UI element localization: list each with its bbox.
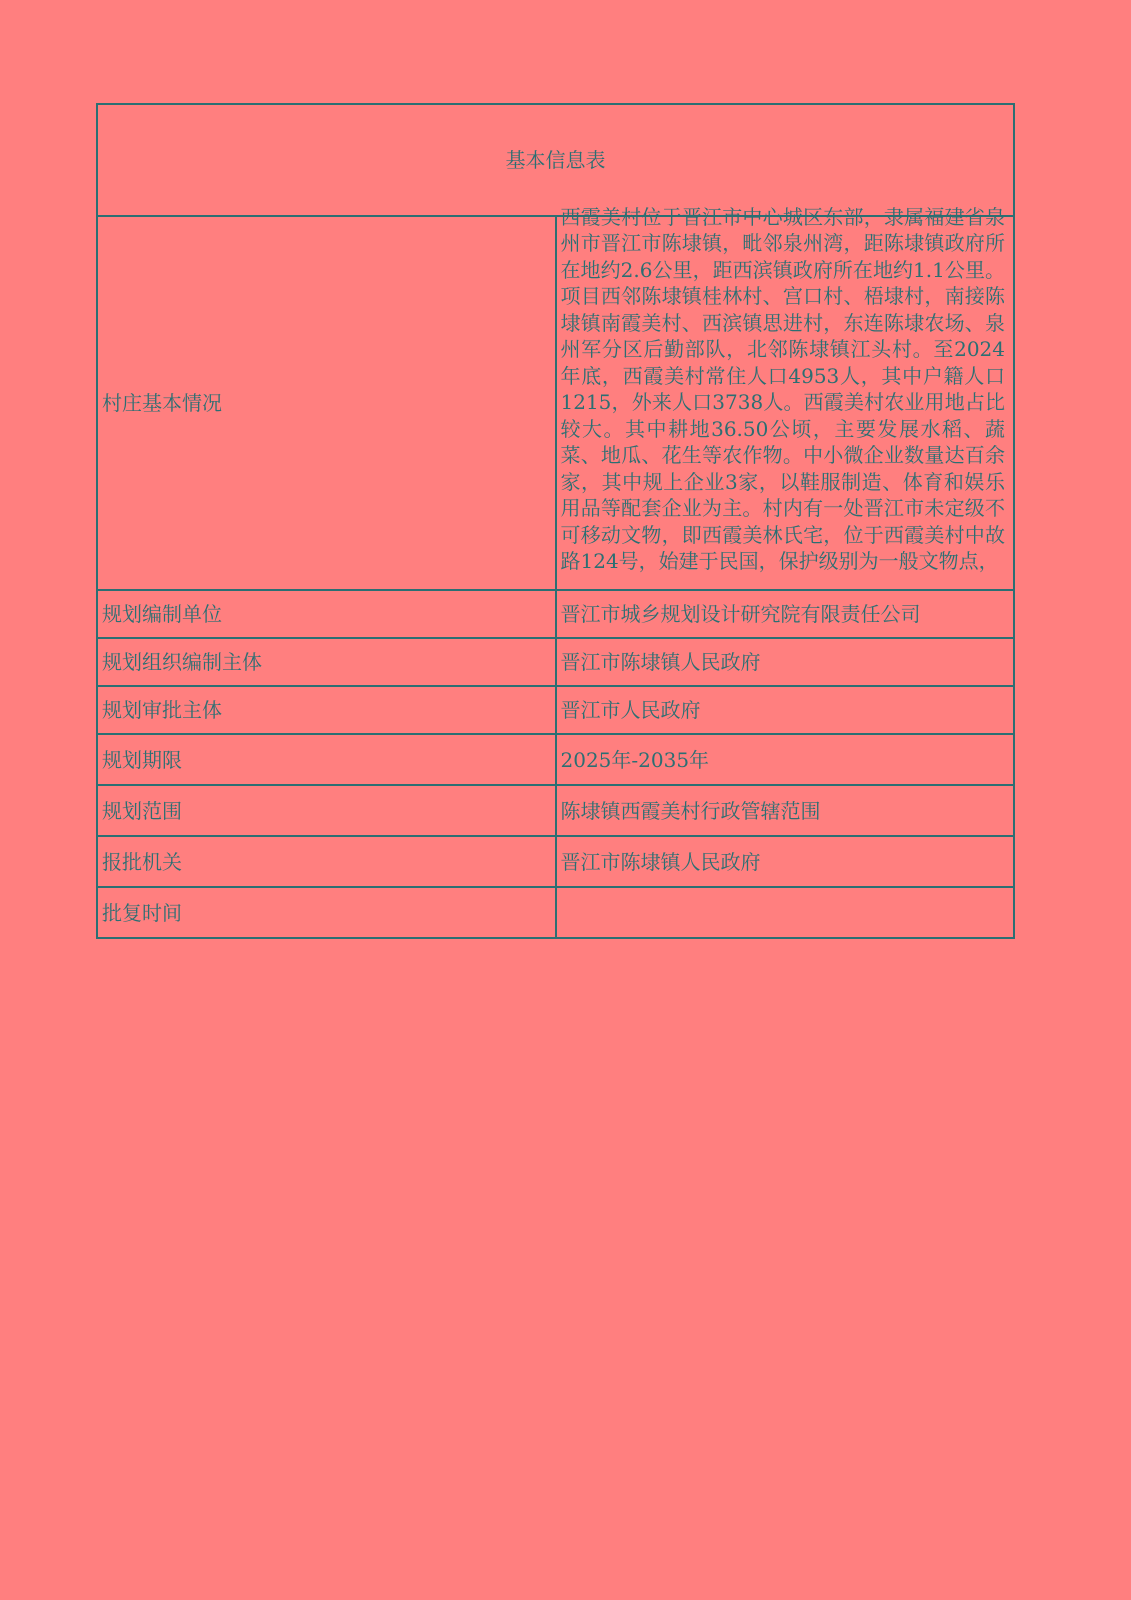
village-overview-cell xyxy=(556,204,1015,590)
row-value: 陈埭镇西霞美村行政管辖范围 xyxy=(556,785,1015,836)
row-label: 规划编制单位 xyxy=(97,590,556,638)
table-row xyxy=(97,638,1014,686)
table-title: 基本信息表 xyxy=(97,104,1014,216)
table-row xyxy=(97,734,1014,785)
row-label: 规划期限 xyxy=(97,734,556,785)
row-value xyxy=(556,887,1015,938)
village-overview-text: 西霞美村位于晋江市中心城区东部，隶属福建省泉州市晋江市陈埭镇，毗邻泉州湾，距陈埭镇政府所在地约2.6公里，距西滨镇政府所在地约1.1公里。项目西邻陈埭镇桂林村、宫口村、梧埭村，南接陈埭镇南霞美村、西滨镇思进村，东连陈埭农场、泉州军分区后勤部队，北邻陈埭镇江头村。至2024年底，西霞美村常住人口4953人，其中户籍人口1215，外来人口3738人。西霞美村农业用地占比较大。其中耕地36.50公顷，主要发展水稻、蔬菜、地瓜、花生等农作物。中小微企业数量达百余家，其中规上企业3家，以鞋服制造、体育和娱乐用品等配套企业为主。村内有一处晋江市未定级不可移动文物，即西霞美林氏宅，位于西霞美村中故路124号，始建于民国，保护级别为一般文物点， xyxy=(560,204,1005,573)
table-row xyxy=(97,887,1014,938)
table-row xyxy=(97,590,1014,638)
row-value: 晋江市陈埭镇人民政府 xyxy=(556,638,1015,686)
table-row xyxy=(97,836,1014,887)
row-label: 规划组织编制主体 xyxy=(97,638,556,686)
row-value: 晋江市人民政府 xyxy=(556,686,1015,734)
basic-info-table xyxy=(96,103,1015,939)
table-row xyxy=(97,686,1014,734)
row-label: 批复时间 xyxy=(97,887,556,938)
row-label: 规划审批主体 xyxy=(97,686,556,734)
row-value: 晋江市城乡规划设计研究院有限责任公司 xyxy=(556,590,1015,638)
village-overview-label: 村庄基本情况 xyxy=(97,216,556,590)
row-value: 2025年-2035年 xyxy=(556,734,1015,785)
row-value: 晋江市陈埭镇人民政府 xyxy=(556,836,1015,887)
row-label: 报批机关 xyxy=(97,836,556,887)
row-label: 规划范围 xyxy=(97,785,556,836)
table-row xyxy=(97,785,1014,836)
